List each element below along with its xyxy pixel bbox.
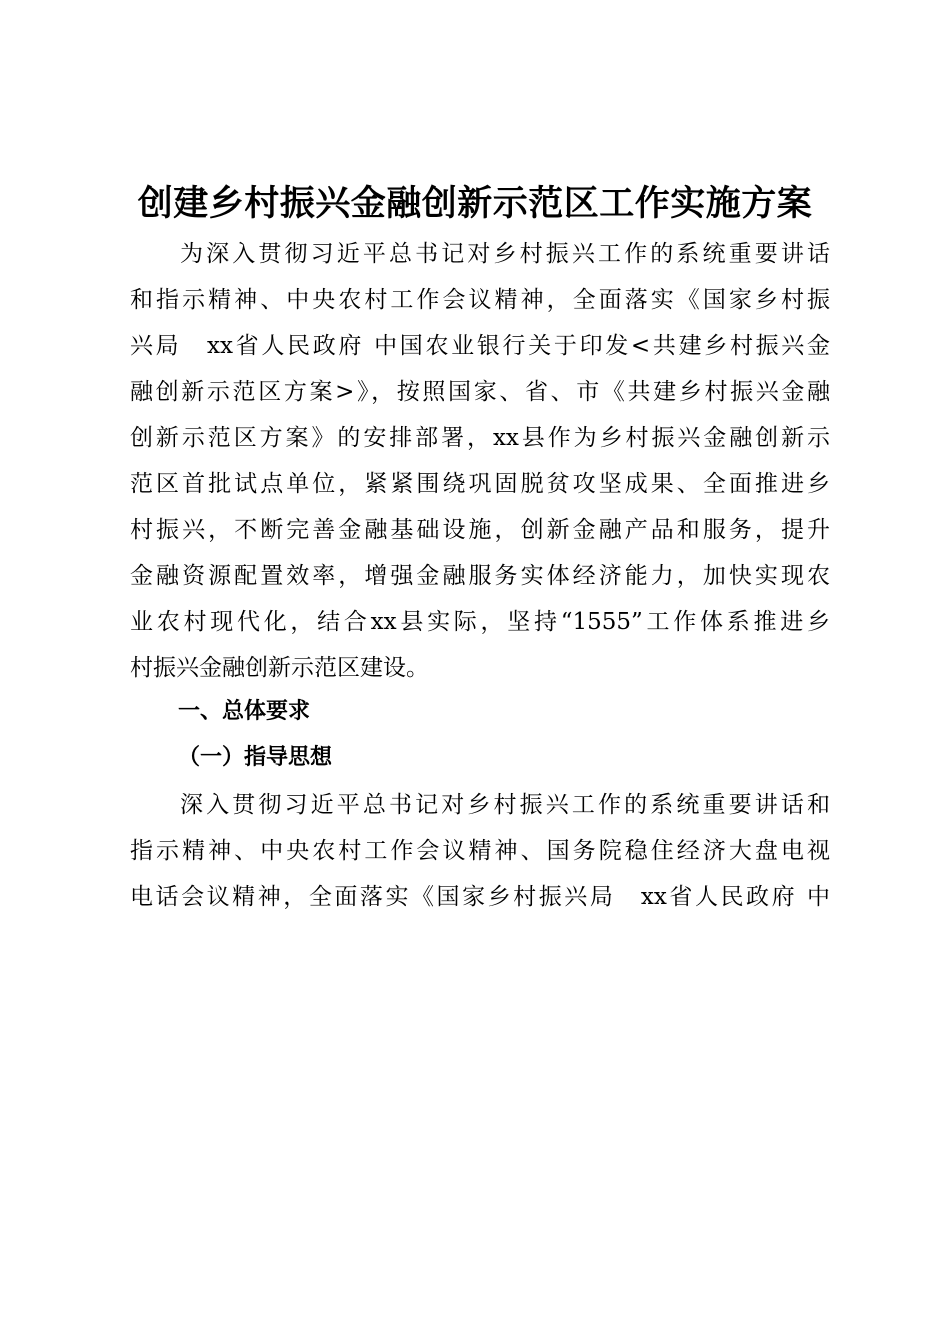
paragraph-line: 村振兴，不断完善金融基础设施，创新金融产品和服务，提升 (130, 517, 830, 543)
paragraph-line: 业农村现代化，结合xx县实际，坚持“1555”工作体系推进乡 (130, 609, 830, 635)
subsection-heading: （一）指导思想 (178, 745, 333, 770)
paragraph-line: 电话会议精神，全面落实《国家乡村振兴局 xx省人民政府 中 (130, 884, 830, 910)
paragraph-line: 范区首批试点单位，紧紧围绕巩固脱贫攻坚成果、全面推进乡 (130, 471, 830, 497)
paragraph-line: 金融资源配置效率，增强金融服务实体经济能力，加快实现农 (130, 563, 830, 589)
paragraph-line: 和指示精神、中央农村工作会议精神，全面落实《国家乡村振 (130, 287, 830, 313)
intro-paragraph (130, 231, 830, 691)
paragraph-line: 兴局 xx省人民政府 中国农业银行关于印发<共建乡村振兴金 (130, 333, 830, 359)
section-heading: 一、总体要求 (178, 699, 311, 724)
paragraph-line: 为深入贯彻习近平总书记对乡村振兴工作的系统重要讲话 (180, 241, 830, 267)
paragraph-line: 创新示范区方案》的安排部署，xx县作为乡村振兴金融创新示 (130, 425, 830, 451)
paragraph-line: 村振兴金融创新示范区建设。 (130, 655, 429, 681)
paragraph-line: 指示精神、中央农村工作会议精神、国务院稳住经济大盘电视 (130, 838, 830, 864)
document-title: 创建乡村振兴金融创新示范区工作实施方案 (137, 183, 813, 224)
paragraph-line: 融创新示范区方案>》，按照国家、省、市《共建乡村振兴金融 (130, 379, 830, 405)
paragraph-line: 深入贯彻习近平总书记对乡村振兴工作的系统重要讲话和 (180, 792, 830, 818)
guiding-ideology-paragraph (130, 782, 830, 920)
